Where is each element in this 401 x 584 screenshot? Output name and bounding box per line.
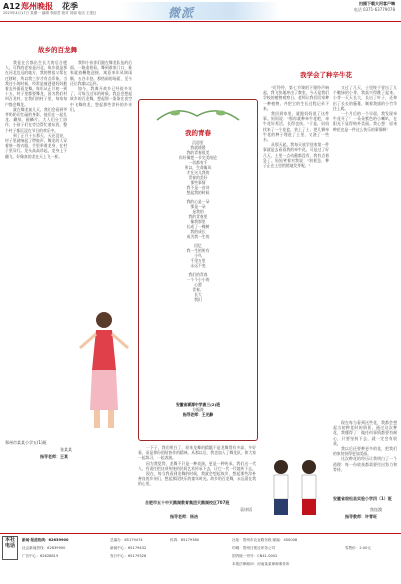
article3-school: 合肥市五十中天鹅湖教育集团天鹅湖校区707班 (145, 500, 230, 505)
article2-para: "叮铃铃，第七节课的下课铃声响起，我飞快地冲出了教室。今天是我们学校的植物观察日，老师让我们回家种一种植物，并把它的生长过程记录下来。 (263, 85, 329, 111)
footer-item: 本报法律顾问：河南某某律师事务所 (232, 562, 290, 566)
footer-item: 发行中心：65179326 (110, 554, 147, 558)
poem-line: 一个个小小的 (186, 277, 210, 282)
poem-byline (139, 402, 257, 417)
footer-item: 传真：65179380 (170, 538, 200, 542)
article1-author: 张某某 (60, 447, 72, 452)
footer-label: 本社电话 (2, 536, 18, 560)
poem-author: 方振涛 (192, 407, 204, 412)
poem-school: 安徽省颍源中学高三(2)班 (175, 402, 221, 407)
footer-item: 零售价：2.00元 (345, 546, 371, 550)
article2-col1 (263, 85, 329, 455)
article4-para: 我以后还要种更多的花，把我们的家装扮得更加美丽。 (333, 446, 397, 457)
poem-line: 千里万里 (190, 258, 206, 263)
hotline-label: 扫描下载大河客户端 (359, 1, 395, 6)
poem-line: 你好像把一节完美结论 (179, 155, 217, 160)
header-rule (0, 21, 401, 22)
article2-para: 又过了几天，土里终于冒出了几个嫩绿的小芽，我高兴得跳了起来。小芽一天天长大，长出了叶子，还伸出了长长的藤蔓，顺着我插的小竹竿往上爬。 (333, 85, 397, 111)
poem-line: 心愿 (194, 282, 202, 287)
date-line: 2023年4月17日 星期一 编辑 李丽君 校对 刘丽 电话 王建巨 (3, 11, 97, 15)
poem-line: 长成了一棵树 (186, 224, 210, 229)
poem-line: 长大 (194, 292, 202, 297)
hotline-number: 电话 0371-63779078 (353, 7, 395, 12)
footer-item: 社址：郑州市农业路东段 邮编：450008 (232, 538, 298, 542)
article2-col2 (333, 85, 397, 415)
poem-line: 像我那里 (190, 219, 206, 224)
page-number: A12 (3, 2, 21, 11)
poem-line: 一切都有千 (188, 160, 208, 165)
article1-title: 故乡的百龙舞 (38, 46, 77, 54)
article1-para: 我和小伙伴们跟在舞龙队伍的后面，一路追着看。舞到谁家门口，谁家就放鞭炮迎接，寓意来年风调雨顺、五谷丰登。那热闹的场面，至今还让我难以忘怀。 (70, 60, 132, 86)
poem-line: 回忆 (194, 243, 202, 248)
poem-line: 想起我的时候 (186, 190, 210, 195)
dancer-illustration (72, 300, 136, 436)
page-footer (0, 534, 401, 584)
article3-teacher: 指导老师：杨洁 (170, 514, 198, 519)
poem-line: 那是一朵 (190, 204, 206, 209)
article3-para: 一下子，我们明白了，原来龙舞的精髓不是龙舞得有多高、多好看，而是那份团结协作的精神。从那以后，我也加入了舞龙队，和大家一起练习，一起表演。 (138, 445, 256, 461)
poem-line: 我们 (194, 297, 202, 302)
poem-line: 沉思里 (192, 140, 204, 145)
article3-para: 现在，每当我看到龙舞的时候，我就会想起故乡，想起那些淳朴善良的乡亲们，想起那段快乐的童年时光。故乡的百龙舞，永远留在我的心里。 (138, 471, 256, 487)
article1-para: 到了正月十五那天，天还没亮，村子里就响起了锣鼓声。舞龙的人穿着统一的衣服，手里举着龙身，在村子里穿行。龙头高高昂起，龙身上下翻飞，好像真的龙在天上飞一样。 (5, 132, 67, 159)
newspaper-name: 郑州晚报 (21, 2, 53, 11)
poem-line: 我的心是一朵 (186, 199, 210, 204)
article1-para: 如今，我离开故乡已经很多年了，可每当过年的时候，我总会想起故乡的百龙舞，想起那一条条在夜空中飞舞的龙，想起那些淳朴的乡亲们。 (70, 86, 132, 112)
footer-item: 社会新闻热线：62639900 (22, 546, 66, 550)
section-banner (120, 2, 280, 20)
poem-line: 小鸟 (194, 253, 202, 258)
poem-line: 永远不变 (190, 263, 206, 268)
article1-para: 就在舞龙前几天，我们会看到爷爷奶奶们忙碌的身影，他们在一起扎龙、糊纸、画鳞片。大人们分工协作，小孩子们在旁边帮忙递东西，整个村子都沉浸在节日的欢乐中。 (5, 106, 67, 133)
poem-line: 成为我一生的 (186, 234, 210, 239)
poem-line: 青春的美好 (188, 175, 208, 180)
poem-line: 我就缓缓 (190, 145, 206, 150)
poem-line: 我不是一首诗 (186, 185, 210, 190)
page-header (0, 0, 401, 22)
article2-teacher: 指导教师：许青旺 (345, 514, 377, 519)
poem-line: 青春， (192, 287, 204, 292)
article3-para: 因为我觉得，龙舞不只是一种表演，更是一种传承。我们这一代人，有责任把这项传统的民间艺术传承下去，让它一代一代地传下去。 (138, 460, 256, 471)
footer-item: 新闻·报道热线：62639900 (22, 538, 69, 542)
article2-author: 焦钰漠 (370, 507, 382, 512)
article3-author: 袁诗语 (240, 507, 252, 512)
article2-para: 一个月后的一个早晨，我发现牵牛花开了！一朵朵紫色的小喇叭，在阳光下显得格外美丽。我心想：原来种花也是一件这么快乐的事情啊！ (333, 111, 397, 132)
article4-body (333, 420, 397, 480)
article1-teacher: 指导老师：王某 (40, 454, 68, 459)
hotline-box (354, 1, 395, 13)
leaf-decoration (147, 104, 249, 126)
article2-title: 我学会了种辛牛花 (300, 71, 352, 79)
article4-para: 现在每当看到这些花，我都会想起当初种花时的情景。通过这次种花，我懂得了：做任何事情都要有耐心，只要坚持下去，就一定会有收获。 (333, 420, 397, 446)
poem-title: 我的青春 (185, 129, 211, 137)
children-illustration (263, 455, 329, 530)
poem-teacher: 指导老师：王光静 (182, 412, 214, 417)
poem-line: 所以，生命像风 (184, 165, 212, 170)
column-name: 花季 (62, 2, 78, 11)
article2-school: 安徽省宿松县实验小学四（1）班 (333, 496, 392, 501)
poem-line: 是我的 (192, 209, 204, 214)
poem-line: 我的成长 (190, 229, 206, 234)
poem-lines (139, 140, 257, 302)
poem-line: 我们的青春 (188, 272, 208, 277)
poem-box (138, 99, 258, 441)
footer-item: 新闻中心：65179432 (110, 546, 147, 550)
article1-para: 我是在合都出生长大的后合肥人。可我的老家是河北，故乡就是那在河北边远的地方，我的曾祖父辈在迁移时，所以我三岁才有点印象。当我还小的时候，经常是被爸爸妈妈抱着去外面看龙舞。每年从正月初一到十五，村子里都要舞龙，因为我们村叫百龙村，在我们的村子里，每家每户都会舞龙。 (5, 60, 67, 107)
footer-item: 总编办：65179474 (110, 538, 143, 542)
poem-line: 我一生的所有 (186, 248, 210, 253)
article1-school: 郑州市某某小学五(1)班 (5, 440, 47, 445)
footer-item: 印刷：郑州日报社印务公司 (232, 546, 276, 550)
article1-col1 (5, 60, 67, 430)
poem-line: 我的青春很美 (186, 150, 210, 155)
poem-line: 那些事情 (190, 180, 206, 185)
footer-item: 广告中心：62628819 (22, 554, 59, 558)
article2-para: 我回到家里，就跟妈妈说了这件事。妈妈说："那你就种牵牛花吧，牵牛花好养活，长得也快。"于是，妈妈找来了一个花盆，装上了土，把几颗牵牛花的种子埋进了土里，又浇了一些水。 (263, 111, 329, 143)
article3-body (138, 445, 256, 495)
section-title: 微派 (168, 6, 195, 20)
footer-item: 国内统一刊号：CN41-0002 (232, 554, 278, 558)
poem-line: 我的青春里 (188, 214, 208, 219)
article4-para: 这次种花的经历让我明白了一个道理：每一份收获都需要付出努力和等待。 (333, 456, 397, 472)
article1-col2 (70, 60, 132, 300)
article2-para: 从那天起，我每天放学回家第一件事就是去看看我的牵牛花。可是过了好几天，土里一点动静都没有，我有点着急了。妈妈笑着对我说："别着急，种子正在土里悄悄地发芽呢。" (263, 142, 329, 169)
poem-line: 才在这儿我的 (186, 170, 210, 175)
